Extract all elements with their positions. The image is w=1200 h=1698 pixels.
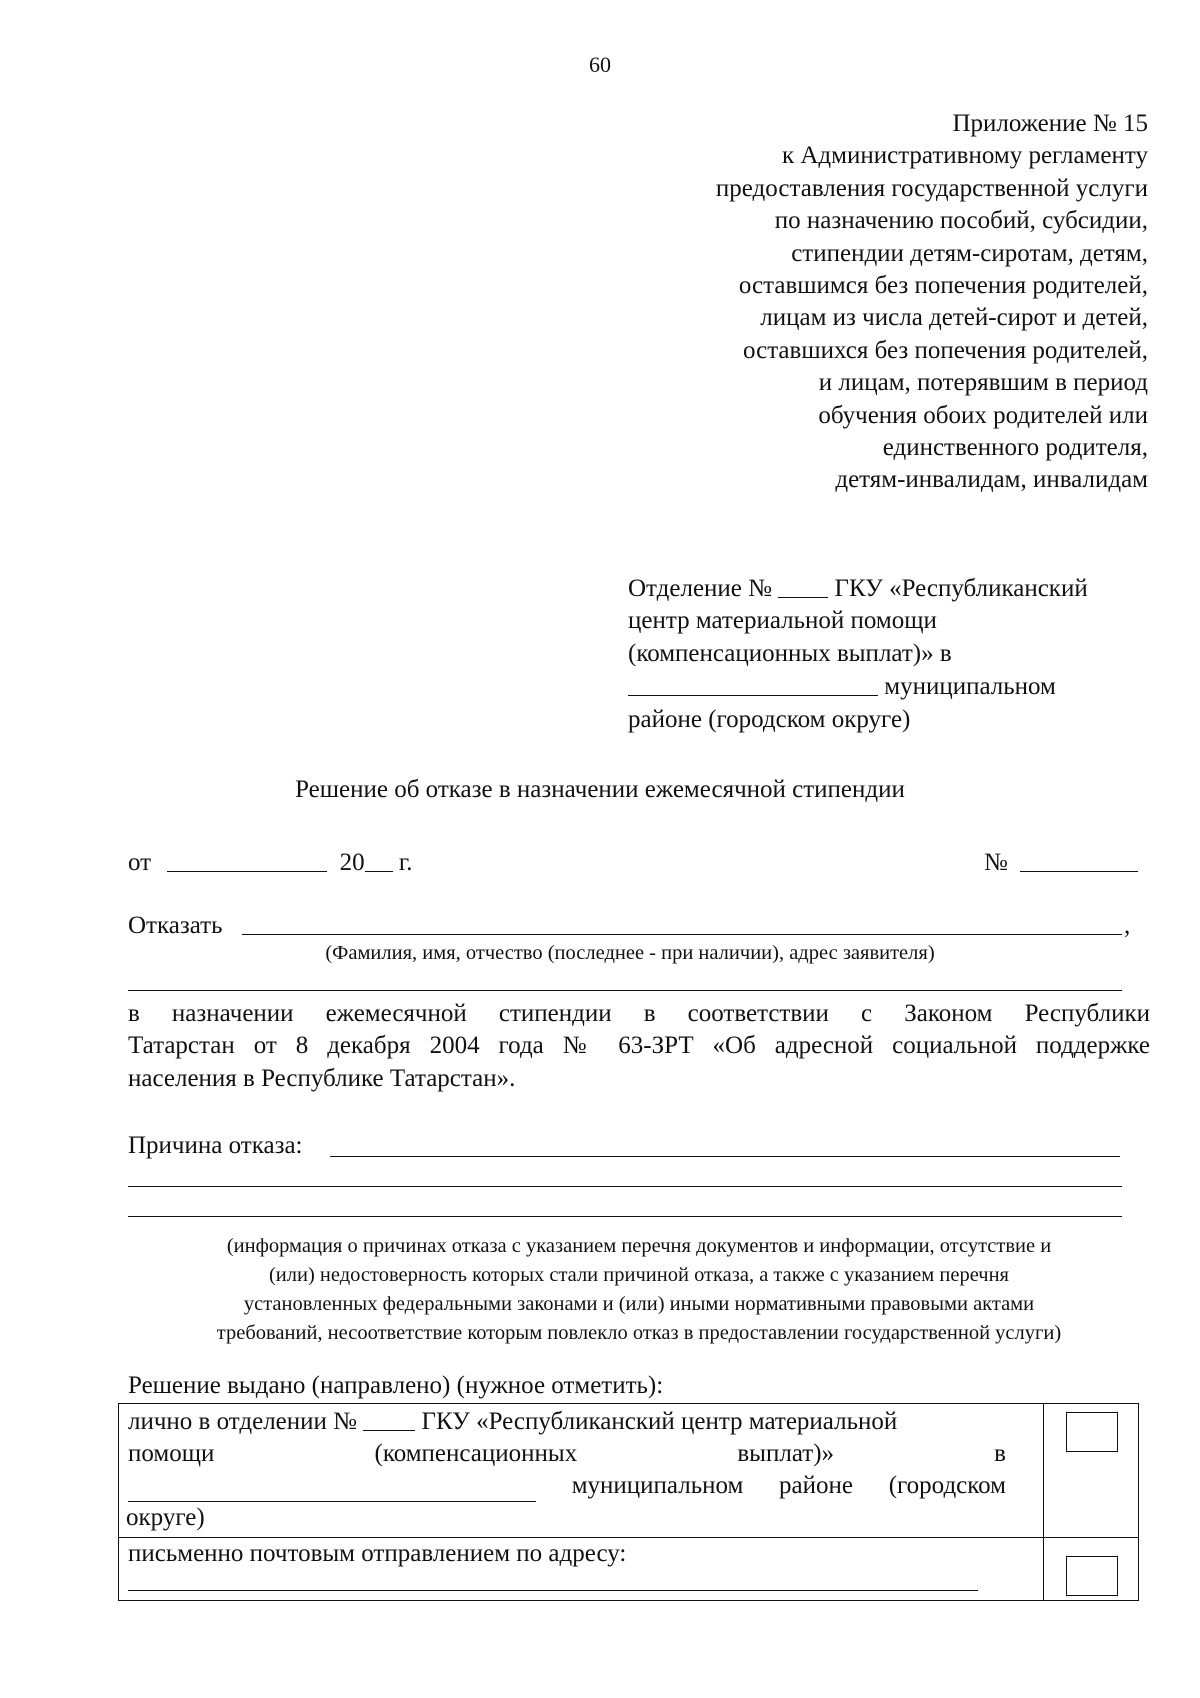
applicant-caption: (Фамилия, имя, отчество (последнее - при наличии), адрес заявителя) (325, 942, 935, 964)
addressee-organization: ГКУ «Республиканский (834, 575, 1088, 602)
appendix-line: предоставления государственной услуги (715, 174, 1148, 202)
appendix-line: лицам из числа детей-сирот и детей, (760, 304, 1148, 332)
option-in-person-organization: ГКУ «Республиканский центр материальной (421, 1408, 898, 1435)
municipality-field[interactable] (628, 670, 878, 696)
option-in-person-checkbox[interactable] (1066, 1412, 1118, 1452)
reason-label: Причина отказа: (128, 1132, 303, 1159)
appendix-line: стипендии детям-сиротам, детям, (791, 239, 1148, 267)
year-field[interactable] (365, 846, 393, 872)
option-mail: письменно почтовым отправлением по адресу: (128, 1540, 627, 1567)
option-municipality-field[interactable] (128, 1476, 536, 1502)
body-line: населения в Республике Татарстан». (128, 1064, 516, 1092)
option-word: помощи (128, 1440, 215, 1467)
addressee-department-label: Отделение № (628, 575, 772, 602)
refuse-comma: , (1124, 912, 1131, 939)
date-suffix: г. (398, 849, 413, 876)
department-number-field[interactable] (778, 572, 828, 598)
option-word: в (994, 1440, 1006, 1467)
page-number: 60 (589, 52, 611, 77)
appendix-line: к Административному регламенту (781, 142, 1148, 170)
option-word: муниципальном (571, 1472, 744, 1499)
option-department-number-field[interactable] (363, 1405, 415, 1431)
addressee-line: центр материальной помощи (628, 607, 937, 635)
applicant-field-continued[interactable] (128, 990, 1122, 991)
appendix-line: оставшихся без попечения родителей, (742, 336, 1148, 364)
reason-info-line: установленных федеральными законами и (или) иными нормативными правовыми актами (243, 1293, 1035, 1315)
option-word: районе (779, 1472, 853, 1499)
addressee-line: (компенсационных выплат)» в (628, 639, 952, 667)
option-word: (городском (888, 1472, 1006, 1499)
refusal-body-text (128, 998, 1150, 1095)
issued-heading: Решение выдано (направлено) (нужное отметить): (128, 1372, 664, 1399)
reason-info-caption (128, 1232, 1150, 1348)
number-label: № (984, 849, 1008, 876)
reason-info-line: требований, несоответствие которым повлекло отказ в предоставлении государственной услуги) (216, 1322, 1062, 1344)
body-line: в назначении ежемесячной стипендии в соответствии с Законом Республики (128, 1000, 1150, 1027)
appendix-line: детям-инвалидам, инвалидам (835, 466, 1148, 494)
refuse-label: Отказать (128, 912, 223, 939)
appendix-header (508, 108, 1148, 497)
addressee-block (628, 572, 1188, 736)
appendix-line: и лицам, потерявшим в период (818, 369, 1148, 397)
appendix-line: единственного родителя, (882, 434, 1148, 462)
reason-info-line: (информация о причинах отказа с указанием перечня документов и информации, отсутствие и (226, 1235, 1052, 1257)
body-line: Татарстан от 8 декабря 2004 года № 63-ЗРТ «Об адресной социальной поддержке (128, 1032, 1150, 1060)
addressee-line: районе (городском округе) (628, 705, 911, 733)
reason-field-line-2[interactable] (128, 1186, 1122, 1187)
appendix-line: оставшимся без попечения родителей, (738, 272, 1148, 300)
applicant-field[interactable] (242, 934, 1122, 935)
option-mail-checkbox[interactable] (1066, 1556, 1118, 1596)
reason-field[interactable] (330, 1156, 1120, 1157)
date-field[interactable] (167, 846, 327, 872)
number-row (984, 846, 1138, 877)
date-year-prefix: 20 (339, 849, 365, 876)
addressee-municipal-label: муниципальном (884, 673, 1056, 701)
number-field[interactable] (1020, 846, 1138, 872)
reason-field-line-3[interactable] (128, 1216, 1122, 1217)
appendix-line: обучения обоих родителей или (818, 401, 1148, 429)
appendix-line: Приложение № 15 (952, 110, 1148, 137)
option-word: выплат)» (737, 1440, 835, 1467)
option-in-person (128, 1405, 1008, 1534)
reason-info-line: (или) недостоверность которых стали причиной отказа, а также с указанием перечня (268, 1264, 1009, 1286)
mail-address-field[interactable] (128, 1590, 978, 1591)
appendix-line: по назначению пособий, субсидии, (774, 207, 1148, 235)
option-word: (компенсационных (374, 1440, 578, 1467)
date-prefix: от (128, 849, 152, 876)
option-in-person-prefix: лично в отделении № (128, 1408, 358, 1435)
issue-options-column-divider (1043, 1403, 1044, 1601)
option-in-person-line4: округе) (126, 1504, 205, 1531)
date-row (128, 846, 413, 877)
document-title: Решение об отказе в назначении ежемесячной стипендии (295, 776, 905, 803)
